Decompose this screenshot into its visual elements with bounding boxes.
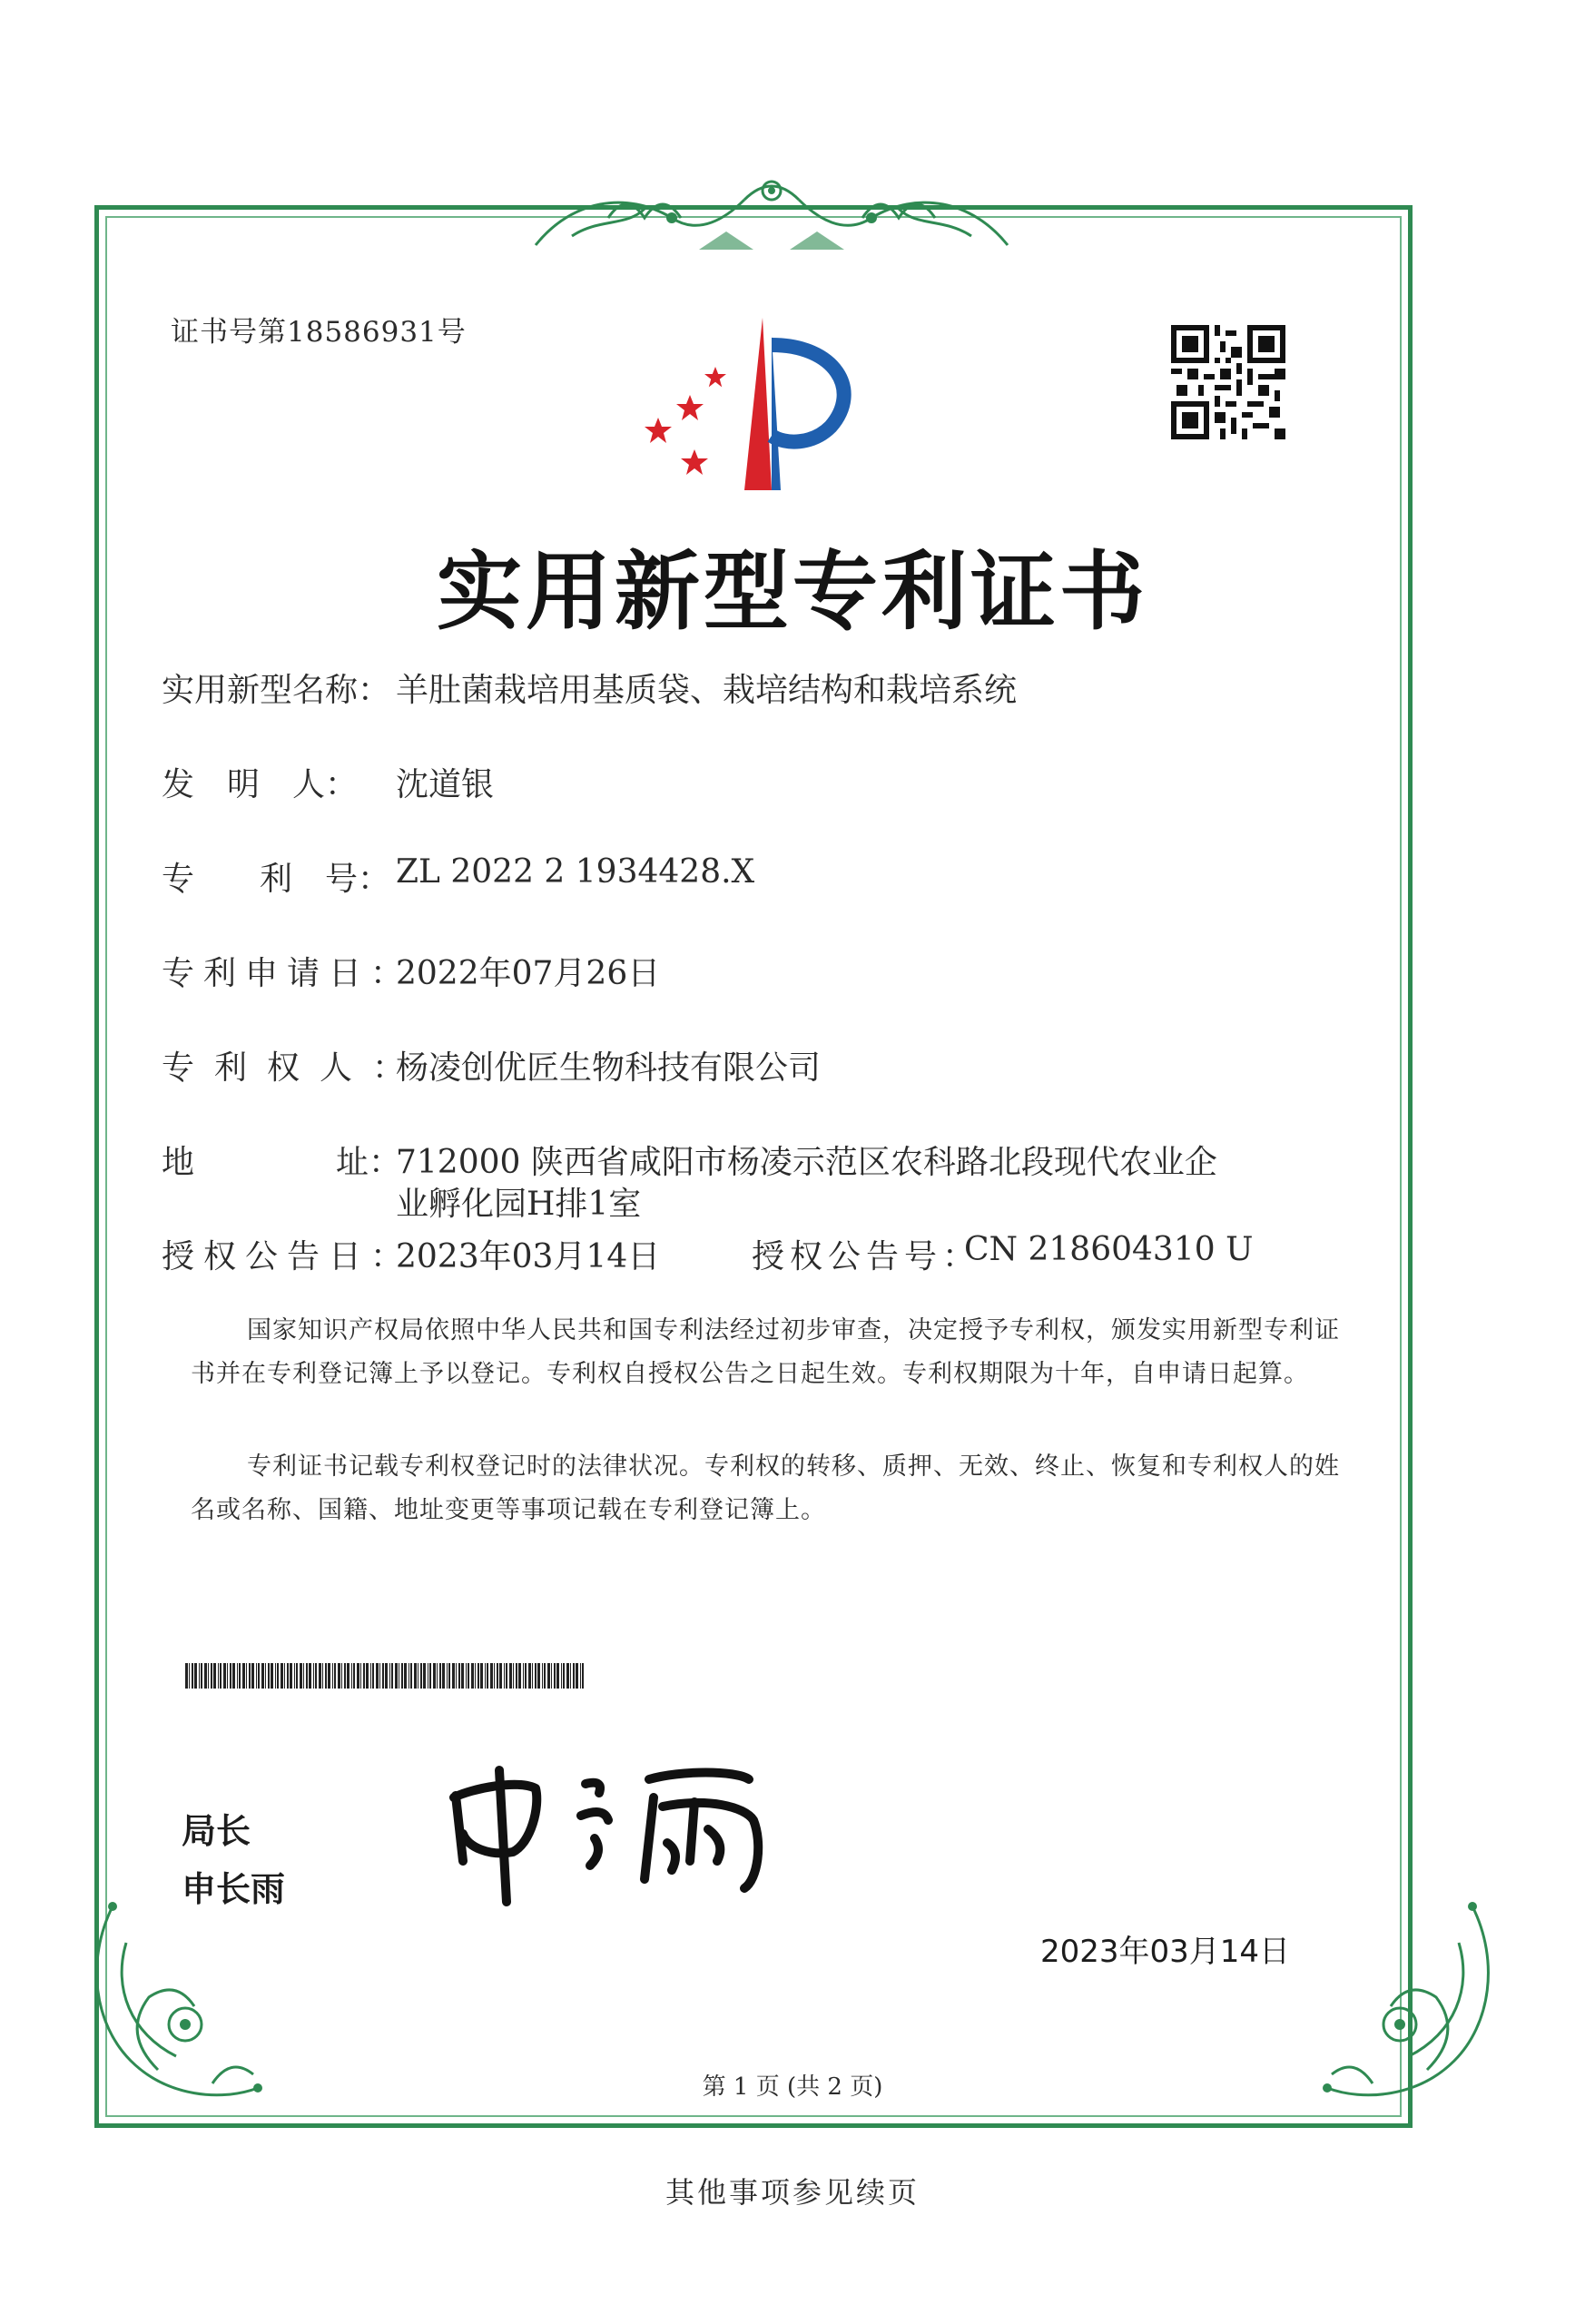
legal-status-paragraph: 专利证书记载专利权登记时的法律状况。专利权的转移、质押、无效、终止、恢复和专利权人的姓名或名称、国籍、地址变更等事项记载在专利登记簿上。 (191, 1452, 1340, 1524)
qr-code-icon (1171, 325, 1285, 439)
page-number: 第 1 页 (共 2 页) (702, 2073, 883, 2101)
grant-date-value: 2023年03月14日 (396, 1238, 661, 1275)
address-line-2: 业孵化园H排1室 (396, 1186, 642, 1223)
grant-number-label: 授权公告号： (752, 1238, 981, 1275)
patentee-value: 杨凌创优匠生物科技有限公司 (396, 1049, 822, 1087)
signatory-name: 申长雨 (182, 1869, 286, 1909)
utility-model-name-value: 羊肚菌栽培用基质袋、栽培结构和栽培系统 (396, 672, 1018, 709)
grant-number-value: CN 218604310 U (964, 1231, 1254, 1268)
signature-icon (436, 1743, 781, 1915)
address-label-end: 址： (336, 1144, 402, 1181)
continued-note: 其他事项参见续页 (665, 2175, 920, 2210)
address-line-1: 712000 陕西省咸阳市杨凌示范区农科路北段现代农业企 (396, 1144, 1217, 1181)
barcode-icon (185, 1663, 586, 1689)
inventor-value: 沈道银 (396, 766, 495, 803)
grant-date-label: 授权公告日： (162, 1238, 413, 1275)
patentee-label: 专利权人： (162, 1049, 426, 1087)
utility-model-name-label: 实用新型名称： (162, 672, 391, 709)
signatory-title: 局长 (182, 1811, 251, 1851)
top-ornament-icon (517, 163, 1026, 263)
inventor-label: 发 明 人： (162, 766, 359, 803)
grant-statement-paragraph: 国家知识产权局依照中华人民共和国专利法经过初步审查，决定授予专利权，颁发实用新型专利证书并在专利登记簿上予以登记。专利权自授权公告之日起生效。专利权期限为十年，自申请日起算。 (191, 1316, 1340, 1388)
cnipa-logo-icon (635, 309, 871, 499)
filing-date-value: 2022年07月26日 (396, 955, 661, 992)
patent-number-label: 专 利 号： (162, 861, 391, 898)
signature-date: 2023年03月14日 (1040, 1934, 1291, 1970)
certificate-title: 实用新型专利证书 (436, 543, 1148, 642)
certificate-number: 证书号第18586931号 (171, 316, 467, 349)
filing-date-label: 专利申请日： (162, 955, 413, 992)
address-label-start: 地 (162, 1144, 195, 1181)
patent-number-value: ZL 2022 2 1934428.X (396, 853, 755, 891)
